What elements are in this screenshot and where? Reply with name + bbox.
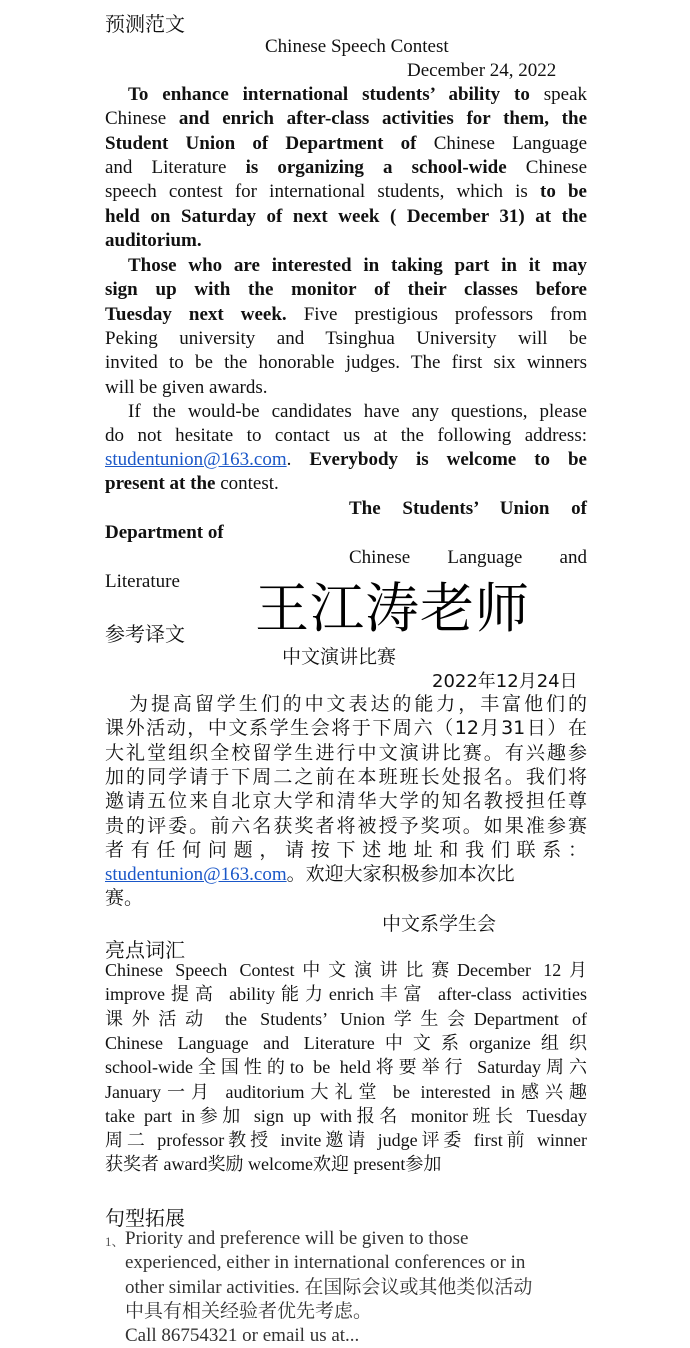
paragraph-1-line-1: To enhance international students’ ability to speak [128, 84, 587, 105]
paragraph-2-line-3: Tuesday next week. Five prestigious professors from [105, 303, 587, 325]
translation-title: 中文演讲比赛 [282, 646, 397, 668]
signature-line-3: Chinese Language and [349, 547, 587, 568]
email-link[interactable]: studentunion@163.com [105, 449, 287, 470]
vocabulary-line-8: 周二 professor教授 invite邀请 judge评委 first前 winner [105, 1130, 587, 1151]
translation-line-2: 课外活动，中文系学生会将于下周六（12月31日）在 [105, 717, 587, 740]
vocabulary-line-6: January一月 auditorium大礼堂 be interested in感兴趣 [105, 1081, 587, 1102]
translation-line-8 [105, 862, 587, 887]
present-bold: present at the [105, 473, 216, 494]
sentence-line-3: other similar activities. 在国际会议或其他类似活动 [125, 1276, 533, 1298]
paragraph-1-line-4: and Literature is organizing a school-wide Chinese [105, 156, 588, 178]
paragraph-2-line-4: Peking university and Tsinghua University will be [105, 327, 587, 349]
translation-line-8-rest: 。欢迎大家积极参加本次比 [286, 863, 515, 885]
paragraph-1-line-7: auditorium. [105, 229, 202, 251]
section-heading-sentence: 句型拓展 [105, 1206, 185, 1230]
translation-line-3: 大礼堂组织全校留学生进行中文演讲比赛。有兴趣参 [105, 741, 587, 764]
list-number: 1、 [105, 1234, 125, 1249]
sentence-line-2: experienced, either in international conferences or in [125, 1252, 526, 1274]
section-heading-predict: 预测范文 [105, 12, 185, 36]
paragraph-1-line-6: held on Saturday of next week ( December 31) at the [105, 205, 587, 227]
translation-line-5: 邀请五位来自北京大学和清华大学的知名教授担任尊 [105, 790, 587, 813]
translation-line-6: 贵的评委。前六名获奖者将被授予奖项。如果准参赛 [105, 814, 587, 837]
paragraph-3-line-2: do not hesitate to contact us at the following address: [105, 425, 587, 446]
vocabulary-line-5: school-wide全国性的to be held将要举行 Saturday周六 [105, 1057, 587, 1078]
signature-line-1: The Students’ Union of [349, 498, 587, 519]
paragraph-2-line-1: Those who are interested in taking part in it may [128, 255, 587, 276]
translation-date: 2022年12月24日 [432, 671, 578, 692]
paragraph-3-line-1: If the would-be candidates have any questions, please [128, 401, 587, 422]
sentence-line-4: 中具有相关经验者优先考虑。 [125, 1300, 373, 1322]
paragraph-3-line-3 [105, 448, 587, 472]
vocabulary-line-1: Chinese Speech Contest中文演讲比赛December 12月 [105, 960, 587, 980]
sentence-line-5: Call 86754321 or email us at... [125, 1325, 360, 1347]
translation-line-4: 加的同学请于下周二之前在本班班长处报名。我们将 [105, 765, 587, 788]
section-heading-vocab: 亮点词汇 [105, 938, 185, 962]
vocabulary-line-7: take part in参加 sign up with报名 monitor班长 Tuesday [105, 1105, 587, 1126]
paragraph-2-line-6: will be given awards. [105, 376, 268, 398]
translation-signature: 中文系学生会 [382, 913, 497, 935]
teacher-name-banner: 王江涛老师 [255, 577, 530, 640]
translation-email-link[interactable]: studentunion@163.com [105, 864, 287, 885]
translation-line-9: 赛。 [105, 887, 144, 909]
paragraph-1-line-3: Student Union of Department of Chinese Language [105, 132, 587, 154]
vocabulary-line-2: improve提高 ability能力enrich丰富 after-class activities [105, 984, 587, 1005]
translation-line-7: 者有任何问题，请按下述地址和我们联系： [105, 838, 587, 861]
vocabulary-line-3: 课外活动 the Students’ Union学生会Department of [105, 1008, 587, 1029]
signature-line-4: Literature [105, 571, 180, 592]
contest-word: contest. [220, 473, 279, 494]
vocabulary-line-9: 获奖者 award奖励 welcome欢迎 present参加 [105, 1154, 442, 1175]
translation-line-1: 为提高留学生们的中文表达的能力，丰富他们的 [129, 693, 587, 715]
section-heading-reference: 参考译文 [105, 622, 185, 646]
paragraph-1-line-2: Chinese and enrich after-class activities for them, the [105, 108, 588, 130]
welcome-text: Everybody is welcome to be [309, 449, 587, 470]
paragraph-1-line-5: speech contest for international students, which is to be [105, 181, 587, 203]
paragraph-2-line-5: invited to be the honorable judges. The first six winners [105, 352, 587, 374]
letter-title: Chinese Speech Contest [265, 36, 449, 57]
paragraph-3-line-4 [105, 472, 587, 496]
letter-date: December 24, 2022 [407, 60, 557, 81]
signature-line-2: Department of [105, 522, 224, 543]
paragraph-2-line-2: sign up with the monitor of their classes before [105, 279, 587, 301]
vocabulary-line-4: Chinese Language and Literature中文系organize组织 [105, 1032, 587, 1053]
period: . [286, 449, 310, 470]
sentence-line-1: Priority and preference will be given to those [125, 1228, 469, 1249]
